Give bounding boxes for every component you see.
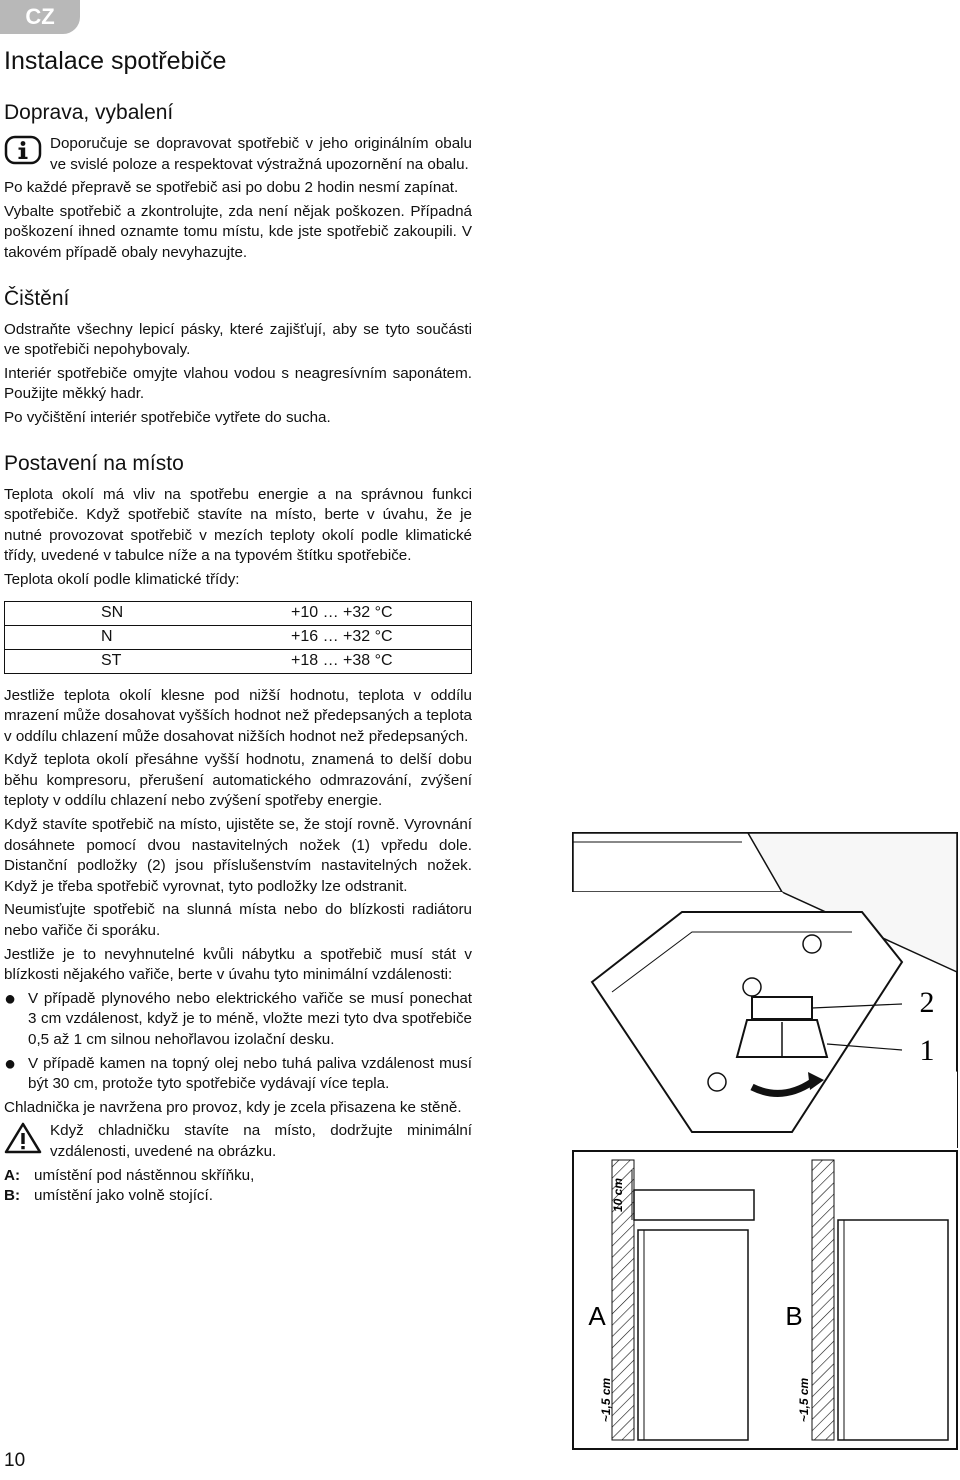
placement-paragraph-3: Když teplota okolí přesáhne vyšší hodnotu, znamená to delší dobu běhu kompresoru, přerušení automatického odmrazování, zvýšení teploty v oddílu chlazení nebo zvýšení spotřeby energie. (4, 751, 472, 810)
section-cleaning (4, 286, 472, 429)
dimension-a: ~1,5 cm (599, 1377, 613, 1423)
table-row (5, 649, 472, 673)
bullet-icon: ● (4, 1052, 17, 1075)
label-b (4, 1186, 472, 1207)
label-a-figure: A (588, 1301, 606, 1331)
list-item (4, 1054, 472, 1095)
climate-class: ST (5, 649, 242, 673)
section-transport (4, 100, 472, 264)
label-key: B: (4, 1187, 21, 1205)
heading-cleaning: Čištění (4, 286, 70, 310)
list-item (4, 989, 472, 1051)
warning-note-text: Když chladničku stavíte na místo, dodržujte minimální vzdálenosti, uvedené na obrázku. (50, 1122, 472, 1160)
placement-paragraph-2: Jestliže teplota okolí klesne pod nižší hodnotu, teplota v oddílu mrazení může dosahovat vyšších hodnot než předepsaných a teplota v oddílu chlazení může dosahovat nižších hodnot než předepsaných. (4, 686, 472, 745)
climate-class: SN (5, 601, 242, 625)
list-item-text: V případě plynového nebo elektrického vařiče se musí ponechat 3 cm vzdálenost, když je to méně, vložte mezi tyto dva spotřebiče 0,5 až 1 cm silnou nehořlavou izolační desku. (28, 989, 472, 1048)
bullet-icon: ● (4, 987, 17, 1010)
transport-paragraph-1: Po každé přepravě se spotřebič asi po dobu 2 hodin nesmí zapínat. (4, 179, 459, 197)
info-note-text: Doporučuje se dopravovat spotřebič v jeho originálním obalu ve svislé poloze a respektovat výstražná upozornění na obalu. (50, 135, 472, 173)
label-b-figure: B (785, 1301, 803, 1331)
warning-note (4, 1121, 472, 1162)
cleaning-paragraph-2: Interiér spotřebiče omyjte vlahou vodou s neagresívním saponátem. Použijte měkký hadr. (4, 364, 472, 403)
heading-placement: Postavení na místo (4, 451, 184, 475)
placement-paragraph-4: Když stavíte spotřebič na místo, ujistěte se, že stojí rovně. Vyrovnání dosáhnete pomocí dvou nastavitelných nožek (1) vpředu dole. Distanční podložky (2) jsou příslušenstvím nastavitelných nožek. Když je třeba spotřebič vyrovnat, tyto podložky lze odstranit. (4, 816, 472, 895)
text-column (4, 46, 472, 1207)
heading-transport: Doprava, vybalení (4, 101, 174, 124)
temperature-range: +10 … +32 °C (241, 601, 472, 625)
dimension-top: 10 cm (611, 1177, 625, 1213)
table-caption: Teplota okolí podle klimatické třídy: (4, 570, 240, 588)
label-text: umístění jako volně stojící. (34, 1187, 213, 1205)
figure-clearance (572, 1150, 958, 1450)
placement-paragraph-6: Jestliže je to nevyhnutelné kvůli nábytku a spotřebič musí stát v blízkosti nějakého vařiče, berte v úvahu tyto minimální vzdálenosti: (4, 945, 472, 984)
temperature-range: +16 … +32 °C (241, 625, 472, 649)
label-text: umístění pod nástěnnou skříňku, (34, 1166, 255, 1184)
info-icon (4, 135, 42, 165)
callout-label-1: 1 (919, 1034, 935, 1067)
page-number: 10 (4, 1450, 26, 1471)
section-placement (4, 451, 472, 1207)
figure-adjustable-feet (572, 832, 958, 1148)
dimension-b: ~1,5 cm (797, 1377, 811, 1423)
cleaning-paragraph-1: Odstraňte všechny lepicí pásky, které zajišťují, aby se tyto součásti ve spotřebiči nepohybovaly. (4, 320, 472, 359)
transport-paragraph-2: Vybalte spotřebič a zkontrolujte, zda není nějak poškozen. Případná poškození ihned oznamte tomu místu, kde jste spotřebič zakoupili. V takovém případě obaly nevyhazujte. (4, 202, 472, 261)
label-a (4, 1166, 472, 1187)
cleaning-paragraph-3: Po vyčištění interiér spotřebiče vytřete do sucha. (4, 408, 331, 426)
table-row (5, 601, 472, 625)
placement-paragraph-7: Chladnička je navržena pro provoz, kdy je zcela přisazena ke stěně. (4, 1098, 462, 1116)
label-key: A: (4, 1166, 21, 1184)
table-row (5, 625, 472, 649)
placement-paragraph-1: Teplota okolí má vliv na spotřebu energie a na správnou funkci spotřebiče. Když spotřebič stavíte na místo, berte v úvahu, že je nutné provozovat spotřebič v mezích teploty okolí podle klimatické třídy, uvedené v tabulce níže a na typovém štítku spotřebiče. (4, 485, 472, 565)
page-title: Instalace spotřebiče (4, 47, 227, 75)
info-note (4, 134, 472, 175)
temperature-range: +18 … +38 °C (241, 649, 472, 673)
list-item-text: V případě kamen na topný olej nebo tuhá paliva vzdálenost musí být 30 cm, protože tyto spotřebiče vydávají více tepla. (28, 1054, 472, 1093)
language-code: CZ (25, 4, 55, 29)
language-badge (0, 0, 80, 34)
callout-label-2: 2 (919, 986, 935, 1019)
climate-class: N (5, 625, 242, 649)
warning-icon (4, 1122, 42, 1154)
placement-paragraph-5: Neumisťujte spotřebič na slunná místa nebo do blízkosti radiátoru nebo vařiče či sporáku. (4, 901, 472, 940)
climate-class-table (4, 601, 472, 674)
